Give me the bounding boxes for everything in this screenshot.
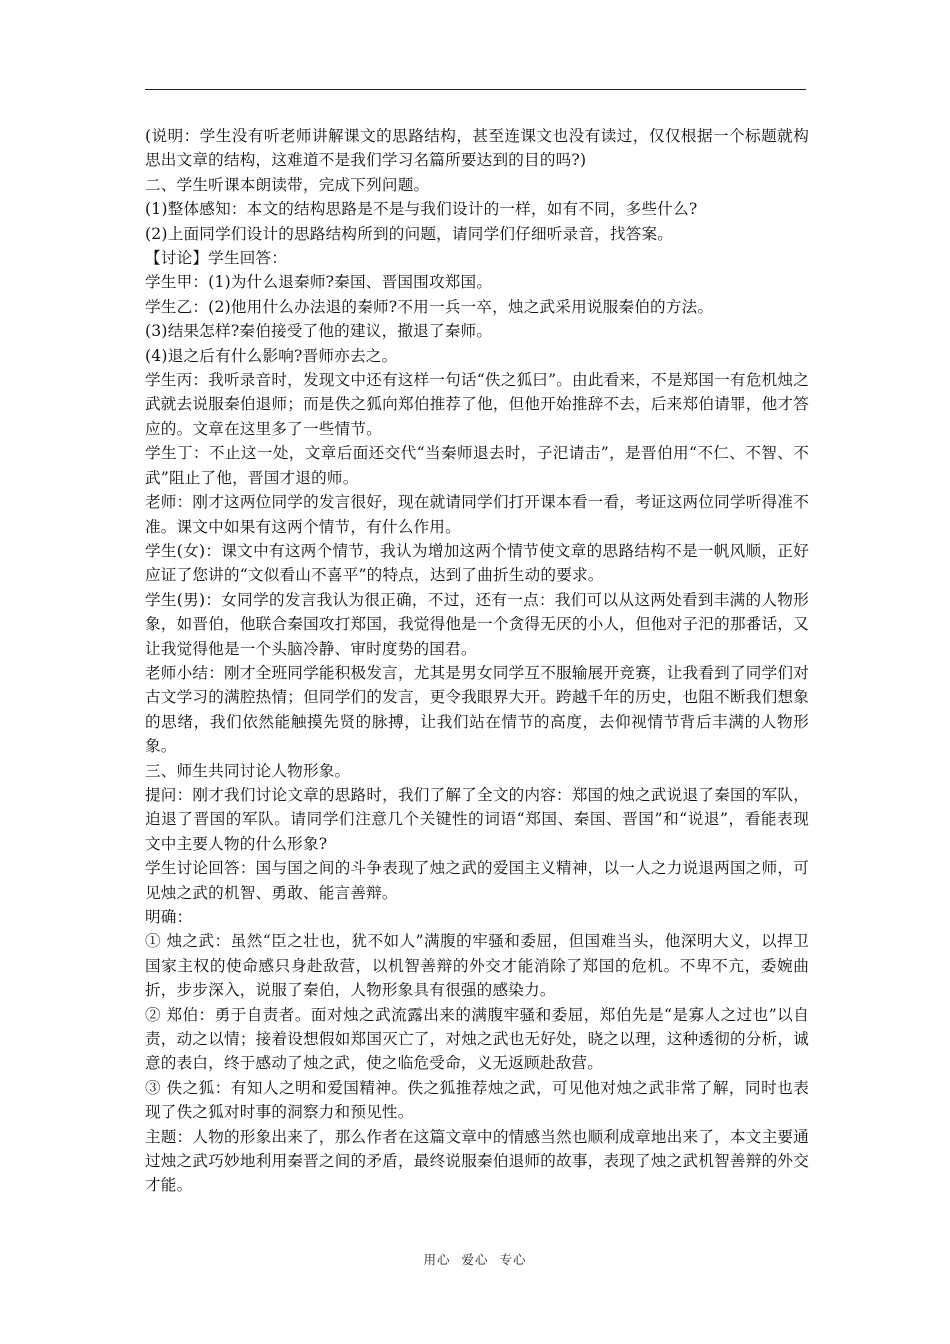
page-footer: 用心 爱心 专心	[423, 1252, 527, 1267]
note-paragraph: (说明：学生没有听老师讲解课文的思路结构，甚至连课文也没有读过，仅仅根据一个标题就构思出文章的结构，这难道不是我们学习名篇所要达到的目的吗?)	[145, 127, 809, 170]
answer-3: (3)结果怎样?秦伯接受了他的建议，撤退了秦师。	[145, 322, 493, 341]
section-heading-three: 三、师生共同讨论人物形象。	[145, 761, 351, 780]
student-a-answer: 学生甲：(1)为什么退秦师?秦国、晋国围攻郑国。	[145, 273, 493, 292]
student-b-answer: 学生乙：(2)他用什么办法退的秦师?不用一兵一卒，烛之武采用说服秦伯的方法。	[145, 297, 714, 316]
clarification-label: 明确：	[145, 908, 193, 926]
answer-4: (4)退之后有什么影响?晋师亦去之。	[145, 346, 398, 365]
header-rule	[145, 89, 806, 90]
teacher-question: 提问：刚才我们讨论文章的思路时，我们了解了全文的内容：郑国的烛之武说退了秦国的军队，迫退了晋国的军队。请同学们注意几个关键性的词语“郑国、秦国、晋国”和“说退”，看能表现文中主要人物的什么形象?	[145, 785, 809, 853]
teacher-remark: 老师：刚才这两位同学的发言很好，现在就请同学们打开课本看一看，考证这两位同学听得准不准。课文中如果有这两个情节，有什么作用。	[145, 493, 809, 536]
theme-paragraph: 主题：人物的形象出来了，那么作者在这篇文章中的情感当然也顺利成章地出来了，本文主要通过烛之武巧妙地利用秦晋之间的矛盾，最终说服秦伯退师的故事，表现了烛之武机智善辩的外交才能。	[145, 1127, 809, 1195]
character-zhuzhiwu: ① 烛之武：虽然“臣之壮也，犹不如人”满腹的牢骚和委屈，但国难当头，他深明大义，以捍卫国家主权的使命感只身赴敌营，以机智善辩的外交才能消除了郑国的危机。不卑不亢，委婉曲折，步步深入，说服了秦伯，人物形象具有很强的感染力。	[145, 932, 809, 1000]
character-yizhihu: ③ 佚之狐：有知人之明和爱国精神。佚之狐推荐烛之武，可见他对烛之武非常了解，同时也表现了佚之狐对时事的洞察力和预见性。	[145, 1078, 809, 1122]
document-body	[145, 124, 809, 1198]
student-d-answer: 学生丁：不止这一处，文章后面还交代“当秦师退去时，子汜请击”，是晋伯用“不仁、不智、不武”阻止了他，晋国才退的师。	[145, 444, 809, 487]
student-c-answer: 学生丙：我听录音时，发现文中还有这样一句话“佚之狐曰”。由此看来，不是郑国一有危机烛之武就去说服秦伯退师；而是佚之狐向郑伯推荐了他，但他开始推辞不去，后来郑伯请罪，他才答应的。文章在这里多了一些情节。	[145, 371, 809, 438]
question-1: (1)整体感知：本文的结构思路是不是与我们设计的一样，如有不同，多些什么?	[145, 200, 698, 219]
student-male-answer: 学生(男)：女同学的发言我认为很正确，不过，还有一点：我们可以从这两处看到丰满的人物形象，如晋伯，他联合秦国攻打郑国，我觉得他是一个贪得无厌的小人，但他对子汜的那番话，又让我觉得他是一个头脑冷静、审时度势的国君。	[145, 590, 809, 658]
question-2: (2)上面同学们设计的思路结构所到的问题，请同学们仔细听录音，找答案。	[145, 224, 674, 243]
discussion-label: 【讨论】学生回答：	[145, 249, 288, 268]
section-heading-two: 二、学生听课本朗读带，完成下列问题。	[145, 175, 430, 194]
character-zhengbo: ② 郑伯：勇于自责者。面对烛之武流露出来的满腹牢骚和委屈，郑伯先是“是寡人之过也”以自责，动之以情；接着设想假如郑国灭亡了，对烛之武也无好处，晓之以理，这种透彻的分析，诚意的表白，终于感动了烛之武，使之临危受命，义无返顾赴敌营。	[145, 1005, 809, 1073]
student-female-answer: 学生(女)：课文中有这两个情节，我认为增加这两个情节使文章的思路结构不是一帆风顺，正好应证了您讲的“文似看山不喜平”的特点，达到了曲折生动的要求。	[145, 541, 809, 585]
teacher-summary: 老师小结：刚才全班同学能积极发言，尤其是男女同学互不服输展开竞赛，让我看到了同学们对古文学习的满腔热情；但同学们的发言，更令我眼界大开。跨越千年的历史，也阻不断我们想象的思绪，我们依然能触摸先贤的脉搏，让我们站在情节的高度，去仰视情节背后丰满的人物形象。	[145, 663, 809, 756]
student-discussion-answer: 学生讨论回答：国与国之间的斗争表现了烛之武的爱国主义精神，以一人之力说退两国之师，可见烛之武的机智、勇敢、能言善辩。	[145, 859, 809, 902]
